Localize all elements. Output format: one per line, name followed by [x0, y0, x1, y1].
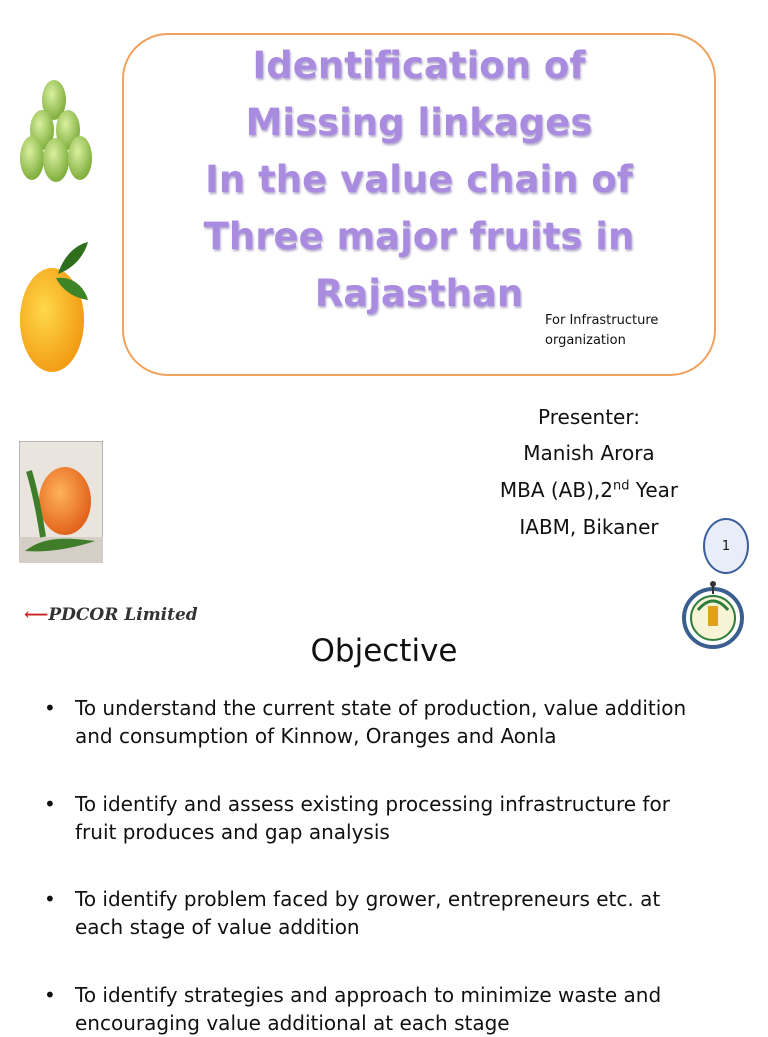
presenter-label: Presenter: [538, 405, 640, 429]
note-line-1: For Infrastructure [545, 313, 659, 328]
presenter-institute: IABM, Bikaner [519, 515, 659, 539]
orange-fruit-image [18, 240, 92, 374]
degree-superscript: nd [612, 478, 630, 494]
aonla-fruit-image [18, 78, 96, 184]
title-line-5: Rajasthan [314, 272, 524, 315]
title-line-3: In the value chain of [205, 158, 633, 201]
title-line-2: Missing linkages [245, 101, 593, 144]
bullet-2-line-2: fruit produces and gap analysis [75, 820, 390, 844]
title-line-4: Three major fruits in [203, 215, 635, 258]
bullet-dot-icon: • [44, 887, 56, 911]
bullet-2-line-1: To identify and assess existing processing infrastructure for [75, 792, 670, 816]
objective-bullet-4 [44, 981, 734, 1037]
presenter-name: Manish Arora [523, 441, 655, 465]
pdcor-logo-mark-icon: ⟵ [24, 605, 49, 625]
pdcor-logo [24, 605, 198, 625]
bullet-3-line-1: To identify problem faced by grower, entrepreneurs etc. at [75, 887, 661, 911]
bullet-dot-icon: • [44, 696, 56, 720]
note-line-2: organization [545, 333, 626, 348]
bullet-3-line-2: each stage of value addition [75, 915, 360, 939]
degree-text: MBA (AB),2 [499, 478, 613, 502]
bullet-1-line-2: and consumption of Kinnow, Oranges and Aonla [75, 724, 557, 748]
bullet-4-line-2: encouraging value additional at each stage [75, 1011, 510, 1035]
pdcor-logo-text: PDCOR Limited [48, 605, 198, 625]
page-number-badge: 1 [703, 518, 749, 574]
bullet-dot-icon: • [44, 983, 56, 1007]
title-line-1: Identification of [252, 44, 586, 87]
kinnow-photo-image [19, 441, 103, 563]
objective-bullet-1 [44, 694, 734, 750]
bullet-1-line-1: To understand the current state of production, value addition [75, 696, 687, 720]
bullet-dot-icon: • [44, 792, 56, 816]
degree-suffix: Year [629, 478, 679, 502]
objective-title: Objective [310, 633, 458, 669]
objective-bullet-3 [44, 885, 734, 941]
objective-bullet-2 [44, 790, 734, 846]
bullet-4-line-1: To identify strategies and approach to minimize waste and [75, 983, 662, 1007]
presenter-degree [470, 478, 708, 502]
